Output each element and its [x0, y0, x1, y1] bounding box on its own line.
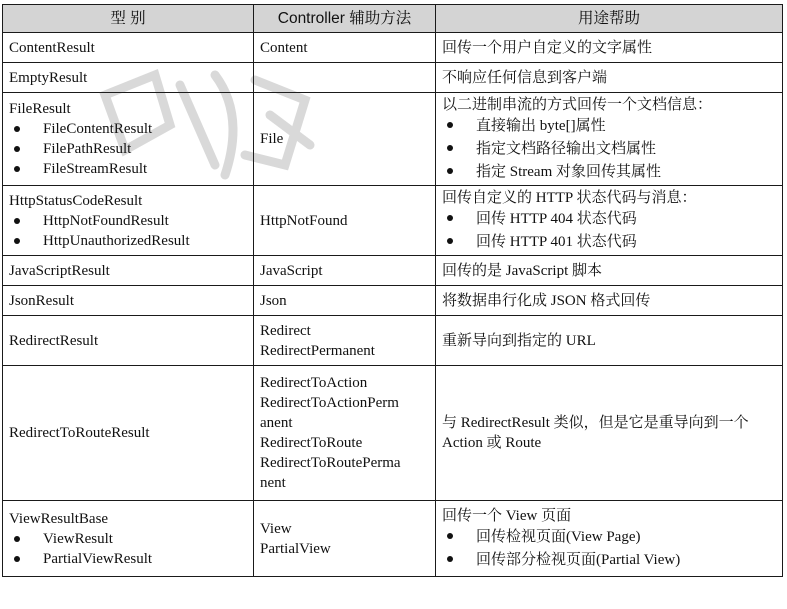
- usage-description: 重新导向到指定的 URL: [442, 332, 596, 349]
- usage-list: [442, 526, 776, 572]
- type-name: EmptyResult: [9, 69, 88, 86]
- usage-description: 与 RedirectResult 类似，但是它是重导向到一个 Action 或 Route: [442, 415, 749, 451]
- usage-cell: [436, 186, 783, 256]
- type-name: RedirectResult: [9, 332, 99, 349]
- usage-cell: [436, 256, 783, 286]
- type-subtype-item: HttpNotFoundResult: [9, 211, 247, 231]
- usage-description: 回传自定义的 HTTP 状态代码与消息：: [442, 189, 697, 206]
- type-subtype-item: FileStreamResult: [9, 159, 247, 179]
- type-subtypes-list: [9, 529, 247, 569]
- type-cell: [3, 316, 254, 366]
- table-row: [3, 366, 783, 501]
- helper-method: RedirectPermanent: [260, 342, 375, 359]
- helper-method: RedirectToAction: [260, 375, 368, 391]
- table-row: [3, 33, 783, 63]
- type-cell: [3, 366, 254, 501]
- usage-list: [442, 208, 776, 254]
- usage-list: [442, 115, 776, 184]
- helper-method: RedirectToActionPerm: [260, 395, 399, 411]
- result-types-table: [2, 4, 783, 577]
- type-subtype-item: PartialViewResult: [9, 549, 247, 569]
- type-subtypes-list: [9, 119, 247, 179]
- type-cell: [3, 93, 254, 186]
- table-row: [3, 501, 783, 577]
- helper-method: RedirectToRoute: [260, 435, 363, 451]
- usage-item: 回传 HTTP 404 状态代码: [442, 208, 776, 231]
- usage-cell: [436, 316, 783, 366]
- usage-cell: [436, 33, 783, 63]
- usage-description: 将数据串行化成 JSON 格式回传: [442, 292, 651, 309]
- type-name: FileResult: [9, 101, 71, 117]
- type-name: RedirectToRouteResult: [9, 425, 150, 441]
- table-row: [3, 63, 783, 93]
- usage-item: 回传 HTTP 401 状态代码: [442, 231, 776, 254]
- type-name: HttpStatusCodeResult: [9, 192, 143, 209]
- helper-method: Content: [260, 39, 308, 56]
- type-name: JavaScriptResult: [9, 262, 110, 279]
- table-body: [3, 33, 783, 577]
- usage-item: 回传部分检视页面(Partial View): [442, 549, 776, 572]
- usage-description: 不响应任何信息到客户端: [442, 69, 608, 86]
- type-name: ViewResultBase: [9, 510, 109, 527]
- helper-method: Redirect: [260, 322, 311, 339]
- helper-cell: [254, 366, 436, 501]
- usage-cell: [436, 63, 783, 93]
- helper-cell: [254, 186, 436, 256]
- helper-method: JavaScript: [260, 262, 323, 279]
- header-type: 型 别: [3, 5, 254, 33]
- table-row: [3, 286, 783, 316]
- type-subtype-item: ViewResult: [9, 529, 247, 549]
- usage-item: 指定 Stream 对象回传其属性: [442, 161, 776, 184]
- usage-cell: [436, 501, 783, 577]
- helper-method: Json: [260, 292, 287, 309]
- usage-description: 回传的是 JavaScript 脚本: [442, 262, 602, 279]
- type-cell: [3, 33, 254, 63]
- type-subtype-item: FilePathResult: [9, 139, 247, 159]
- helper-method: HttpNotFound: [260, 212, 348, 229]
- helper-cell: [254, 256, 436, 286]
- helper-method: RedirectToRoutePerma: [260, 455, 401, 471]
- table-row: [3, 316, 783, 366]
- helper-method: nent: [260, 475, 286, 491]
- helper-method: PartialView: [260, 540, 331, 557]
- usage-description: 回传一个 View 页面: [442, 507, 572, 524]
- usage-description: 回传一个用户自定义的文字属性: [442, 39, 653, 56]
- table-row: [3, 256, 783, 286]
- type-subtype-item: FileContentResult: [9, 119, 247, 139]
- usage-item: 回传检视页面(View Page): [442, 526, 776, 549]
- helper-method: anent: [260, 415, 293, 431]
- helper-method: File: [260, 131, 284, 147]
- header-row: [3, 5, 783, 33]
- table-row: [3, 186, 783, 256]
- usage-item: 直接输出 byte[]属性: [442, 115, 776, 138]
- type-cell: [3, 256, 254, 286]
- helper-cell: [254, 316, 436, 366]
- type-cell: [3, 186, 254, 256]
- type-subtype-item: HttpUnauthorizedResult: [9, 231, 247, 251]
- type-cell: [3, 63, 254, 93]
- helper-cell: [254, 501, 436, 577]
- helper-cell: [254, 63, 436, 93]
- header-usage: 用途帮助: [436, 5, 783, 33]
- usage-cell: [436, 93, 783, 186]
- type-subtypes-list: [9, 211, 247, 251]
- header-helper: Controller 辅助方法: [254, 5, 436, 33]
- table-row: [3, 93, 783, 186]
- usage-cell: [436, 286, 783, 316]
- helper-method: View: [260, 520, 292, 537]
- type-name: JsonResult: [9, 292, 75, 309]
- type-name: ContentResult: [9, 39, 95, 56]
- helper-cell: [254, 93, 436, 186]
- usage-description: 以二进制串流的方式回传一个文档信息：: [442, 96, 713, 113]
- type-cell: [3, 286, 254, 316]
- helper-cell: [254, 286, 436, 316]
- helper-cell: [254, 33, 436, 63]
- type-cell: [3, 501, 254, 577]
- usage-item: 指定文档路径输出文档属性: [442, 138, 776, 161]
- usage-cell: [436, 366, 783, 501]
